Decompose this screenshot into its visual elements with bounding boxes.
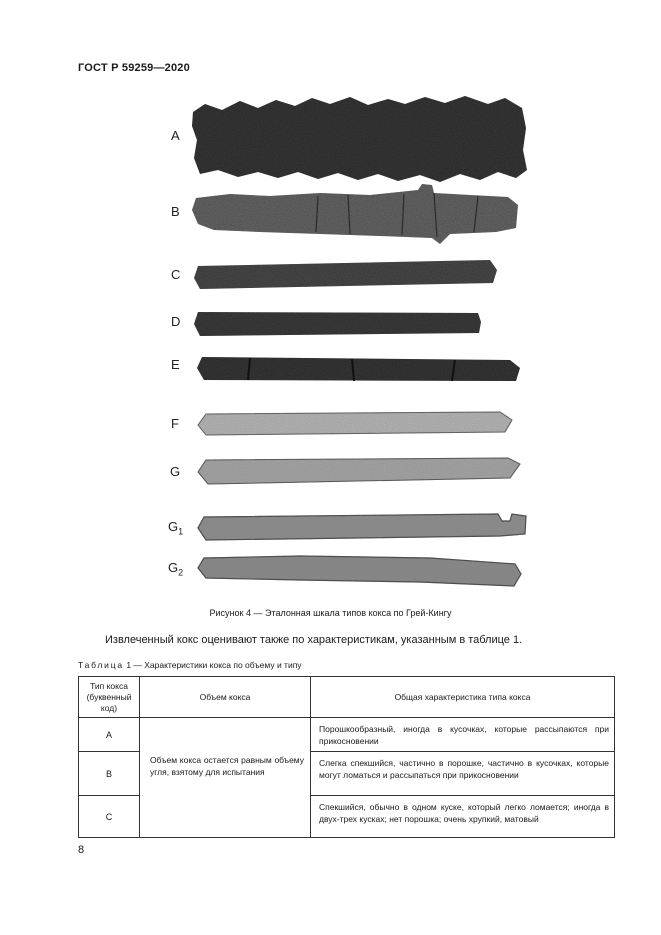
cell-volume: Объем кокса остается равным объему угля, взятому для испытания <box>140 718 311 838</box>
sample-label-a: A <box>171 128 180 143</box>
sample-b-bar <box>192 184 518 244</box>
coke-characteristics-table <box>78 676 615 838</box>
body-paragraph: Извлеченный кокс оценивают также по характеристикам, указанным в таблице 1. <box>105 634 523 646</box>
sample-g-bar <box>198 458 520 484</box>
table-caption-text: 1 — Характеристики кокса по объему и типу <box>126 660 302 670</box>
cell-code: C <box>79 796 140 838</box>
cell-code: A <box>79 718 140 752</box>
page-number: 8 <box>78 844 85 856</box>
header-volume: Объем кокса <box>140 677 311 718</box>
sample-c-bar <box>194 260 497 289</box>
sample-label-g2 <box>168 560 183 578</box>
cell-description: Слегка спекшийся, частично в порошке, частично в кусочках, которые могут ломаться и рассыпаться при прикосновении <box>311 752 615 796</box>
sample-label-g1 <box>168 519 183 537</box>
sample-g2-bar <box>198 556 521 586</box>
sample-f-bar <box>198 412 512 435</box>
sample-label-g1-sub: 1 <box>178 526 184 537</box>
sample-a-bar <box>192 96 527 182</box>
sample-d-bar <box>194 312 481 336</box>
sample-label-c: C <box>171 267 181 282</box>
sample-label-f: F <box>171 416 179 431</box>
figure-caption: Рисунок 4 — Эталонная шкала типов кокса по Грей-Кингу <box>209 608 452 618</box>
sample-g1-bar <box>198 514 526 540</box>
cell-code: B <box>79 752 140 796</box>
sample-label-g: G <box>170 464 181 479</box>
document-header: ГОСТ Р 59259—2020 <box>78 62 190 74</box>
table-caption <box>78 660 302 670</box>
cell-description: Спекшийся, обычно в одном куске, который легко ломается; иногда в двух-трех кусках; нет порошка; очень хрупкий, матовый <box>311 796 615 838</box>
header-general: Общая характеристика типа кокса <box>311 677 615 718</box>
table-caption-prefix: Таблица <box>78 660 124 670</box>
table-row <box>79 718 615 752</box>
sample-label-g1-base: G <box>168 519 179 534</box>
sample-label-g2-base: G <box>168 560 179 575</box>
sample-label-d: D <box>171 314 181 329</box>
header-code: Тип кокса (буквенный код) <box>79 677 140 718</box>
sample-e-bar <box>197 357 520 381</box>
cell-description: Порошкообразный, иногда в кусочках, которые рассыпаются при прикосновении <box>311 718 615 752</box>
table-header-row <box>79 677 615 718</box>
sample-label-b: B <box>171 204 180 219</box>
sample-label-g2-sub: 2 <box>178 567 184 578</box>
sample-label-e: E <box>171 357 180 372</box>
